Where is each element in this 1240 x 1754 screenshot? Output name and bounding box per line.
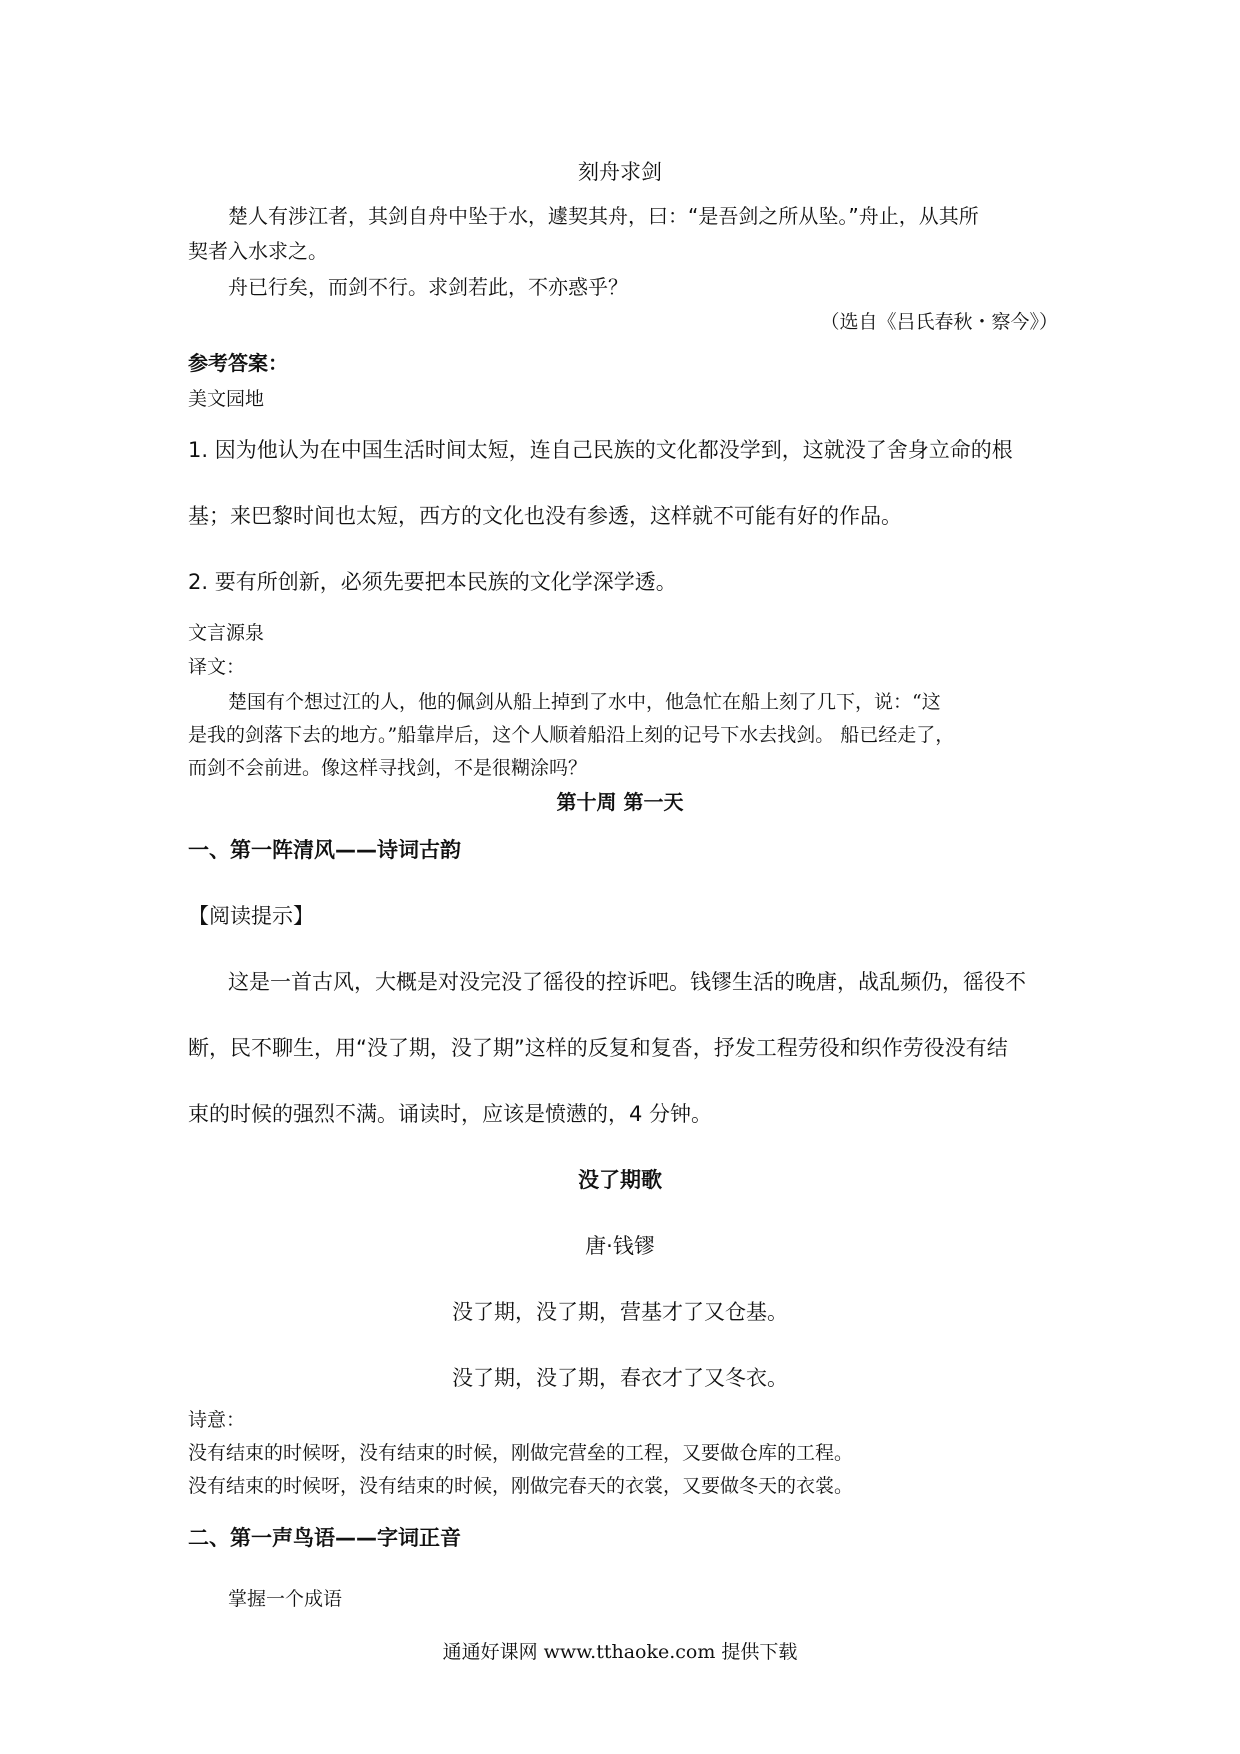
- reading-tip-line1: 这是一首古风，大概是对没完没了徭役的控诉吧。钱镠生活的晚唐，战乱频仍，徭役不: [228, 970, 1026, 994]
- poem-line1: 没了期，没了期，营基才了又仓基。: [452, 1300, 788, 1324]
- story-para1-line1: 楚人有涉江者，其剑自舟中坠于水，遽契其舟，曰：“是吾剑之所从坠。”舟止，从其所: [228, 204, 979, 228]
- part2-heading: 二、第一声鸟语——字词正音: [188, 1526, 461, 1550]
- meaning-line1: 没有结束的时候呀，没有结束的时候，刚做完营垒的工程，又要做仓库的工程。: [188, 1442, 854, 1464]
- answer-item1-line2: 基；来巴黎时间也太短，西方的文化也没有参透，这样就不可能有好的作品。: [188, 504, 902, 528]
- translation-line2: 是我的剑落下去的地方。”船靠岸后，这个人顺着船沿上刻的记号下水去找剑。 船已经走了，: [188, 724, 955, 746]
- story-title: 刻舟求剑: [578, 160, 662, 184]
- story-para2: 舟已行矣，而剑不行。求剑若此，不亦惑乎？: [228, 275, 628, 299]
- answer-item1-line1: 1. 因为他认为在中国生活时间太短，连自己民族的文化都没学到，这就没了舍身立命的根: [188, 438, 1013, 462]
- reading-tip-label: 【阅读提示】: [188, 904, 314, 928]
- answers-section1-title: 美文园地: [188, 388, 265, 410]
- part1-heading: 一、第一阵清风——诗词古韵: [188, 838, 461, 862]
- story-source: （选自《吕氏春秋・察今》）: [820, 311, 1058, 333]
- translation-line3: 而剑不会前进。像这样寻找剑，不是很糊涂吗？: [188, 757, 588, 779]
- poem-author: 唐·钱镠: [585, 1234, 655, 1258]
- reading-tip-line2: 断，民不聊生，用“没了期，没了期”这样的反复和复沓，抒发工程劳役和织作劳役没有结: [188, 1036, 1008, 1060]
- poem-line2: 没了期，没了期，春衣才了又冬衣。: [452, 1366, 788, 1390]
- answers-heading: 参考答案：: [188, 351, 288, 375]
- answers-section2-title: 文言源泉: [188, 622, 265, 644]
- footer-text: 通通好课网 www.tthaoke.com 提供下载: [442, 1641, 798, 1663]
- translation-label: 译文：: [188, 656, 246, 678]
- story-para1-line2: 契者入水求之。: [188, 239, 328, 263]
- meaning-label: 诗意：: [188, 1409, 246, 1431]
- meaning-line2: 没有结束的时候呀，没有结束的时候，刚做完春天的衣裳，又要做冬天的衣裳。: [188, 1475, 854, 1497]
- answer-item2: 2. 要有所创新，必须先要把本民族的文化学深学透。: [188, 570, 677, 594]
- part2-line1: 掌握一个成语: [228, 1588, 343, 1610]
- week-heading: 第十周 第一天: [556, 790, 684, 814]
- reading-tip-line3: 束的时候的强烈不满。诵读时，应该是愤懑的，4 分钟。: [188, 1102, 713, 1126]
- translation-line1: 楚国有个想过江的人，他的佩剑从船上掉到了水中，他急忙在船上刻了几下，说：“这: [228, 691, 941, 713]
- poem-title: 没了期歌: [578, 1168, 662, 1192]
